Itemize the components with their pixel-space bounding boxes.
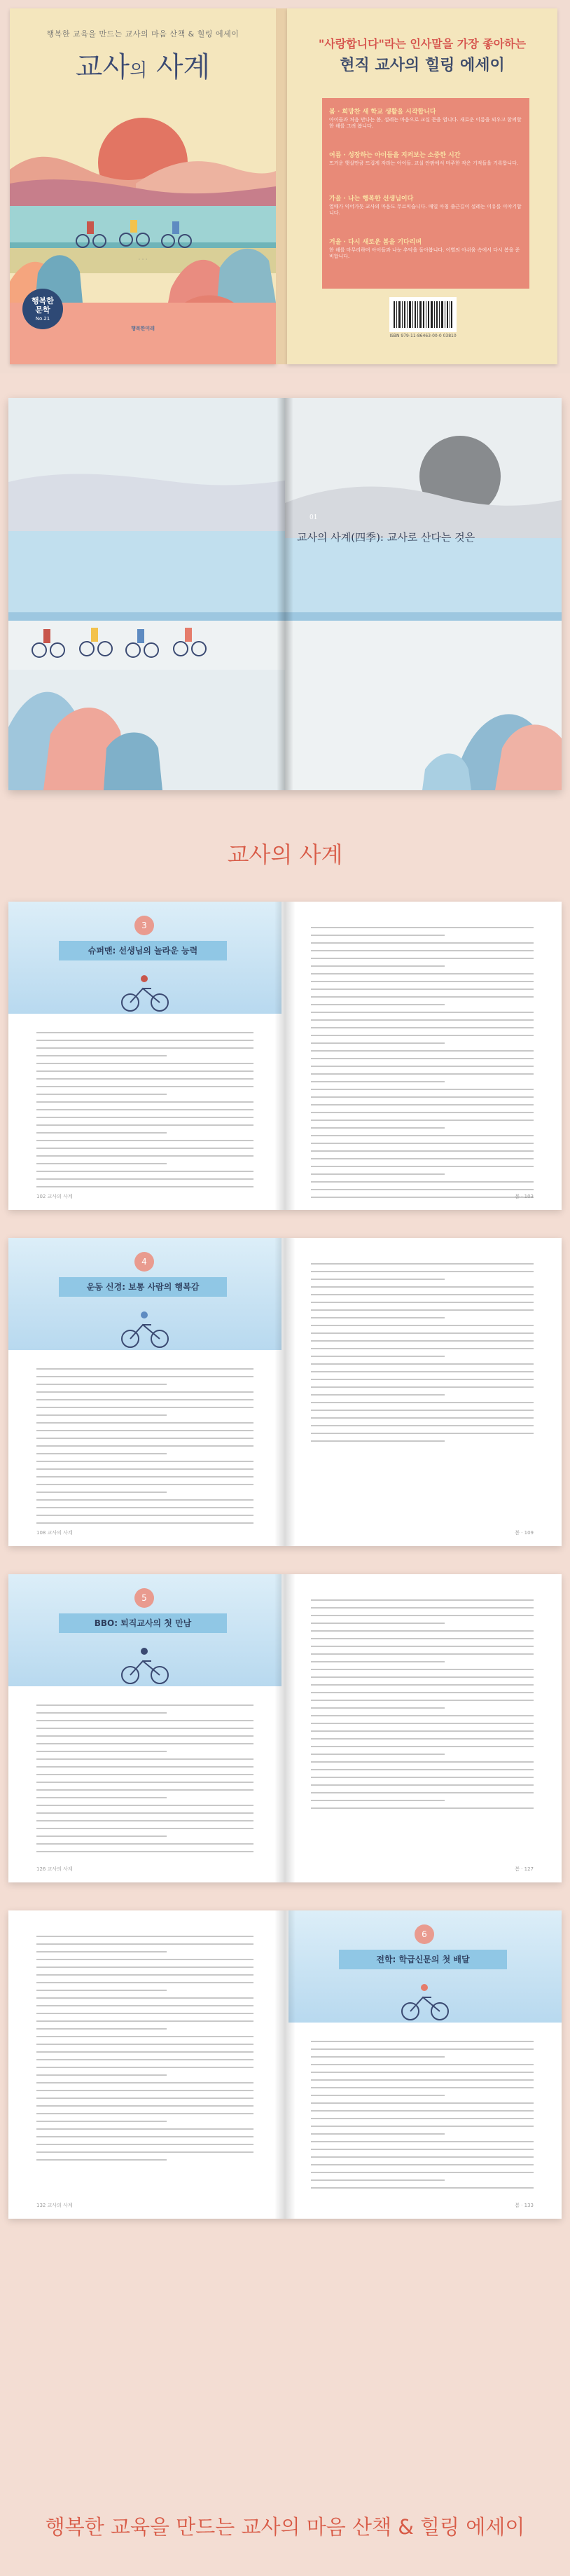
series-tagline: 행복한 교육을 만드는 교사의 마음 산책 & 힐링 에세이 bbox=[46, 29, 239, 39]
badge-line1: 행복한 bbox=[32, 296, 54, 305]
chapter-header bbox=[8, 902, 281, 1014]
back-subtitle: 현직 교사의 힐링 에세이 bbox=[340, 57, 505, 74]
back-quote: "사랑합니다"라는 인사말을 가장 좋아하는 bbox=[318, 37, 527, 50]
book-spine bbox=[276, 8, 287, 364]
page-footer-right: 봄 · 103 bbox=[515, 1194, 534, 1199]
barcode bbox=[389, 297, 457, 332]
open-book-spread bbox=[8, 398, 562, 790]
book-cover-section bbox=[0, 0, 570, 373]
footer-tagline: 행복한 교육을 만드는 교사의 마음 산책 & 힐링 에세이 bbox=[45, 2515, 525, 2539]
authors-line: · · · bbox=[138, 256, 148, 263]
back-item bbox=[329, 106, 524, 130]
spread-left-illustration bbox=[8, 398, 285, 790]
page-fold-shadow bbox=[274, 1910, 296, 2219]
page-footer-right: 봄 · 133 bbox=[515, 2203, 534, 2208]
back-item-title: 여름 · 성장하는 아이들을 지켜보는 소중한 시간 bbox=[329, 152, 461, 159]
spread-right-illustration bbox=[285, 398, 562, 790]
bicycle-rider-icon bbox=[113, 972, 176, 1014]
badge-number: No.21 bbox=[35, 316, 50, 322]
page-spread bbox=[8, 902, 562, 1210]
spread-chapter-title bbox=[297, 514, 475, 544]
page-spread bbox=[8, 1910, 562, 2219]
back-item bbox=[329, 237, 524, 260]
back-item-title: 가을 · 나는 행복한 선생님이다 bbox=[329, 195, 414, 202]
page-footer-left: 126 교사의 사계 bbox=[36, 1866, 73, 1872]
page-fold-shadow bbox=[274, 1238, 296, 1546]
back-item bbox=[329, 150, 524, 167]
book-fold-shadow bbox=[277, 398, 293, 790]
chapter-title-bar: 슈퍼맨: 선생님의 놀라운 능력 bbox=[59, 941, 227, 960]
title-particle: 의 bbox=[130, 60, 148, 81]
front-cover bbox=[10, 8, 276, 364]
page-footer-left: 102 교사의 사계 bbox=[36, 1194, 73, 1199]
back-item bbox=[329, 193, 524, 216]
bicycle-rider-icon bbox=[394, 1981, 457, 2023]
body-text-left bbox=[36, 1704, 253, 1859]
chapter-title-bar: 전학: 학급신문의 첫 배달 bbox=[339, 1950, 507, 1969]
badge-line2: 문학 bbox=[35, 305, 50, 315]
page-spread bbox=[8, 1238, 562, 1546]
isbn: ISBN 979-11-86463-00-0 03810 bbox=[389, 333, 457, 338]
chapter-header bbox=[289, 1910, 562, 2023]
chapter-header bbox=[8, 1574, 281, 1686]
body-text-right bbox=[311, 927, 534, 1204]
chapter-number: 6 bbox=[415, 1924, 434, 1944]
chapter-header bbox=[8, 1238, 281, 1350]
body-text-left bbox=[36, 1368, 253, 1530]
chapter-number: 5 bbox=[134, 1588, 154, 1608]
back-item-text: 뜨거운 햇살만큼 뜨겁게 자라는 아이들. 교실 안팎에서 마주한 작은 기적들을 기록합니다. bbox=[329, 160, 519, 166]
spread-title-text: 교사의 사계(四季): 교사로 산다는 것은 bbox=[297, 531, 475, 544]
page-spread bbox=[8, 1574, 562, 1882]
body-text-left bbox=[36, 1936, 253, 2167]
series-badge bbox=[22, 289, 63, 329]
back-cover bbox=[287, 8, 557, 364]
chapter-title-bar: 운동 신경: 보통 사람의 행복감 bbox=[59, 1277, 227, 1297]
book-title bbox=[10, 45, 276, 85]
chapter-number: 3 bbox=[134, 916, 154, 935]
page-footer-left: 108 교사의 사계 bbox=[36, 1530, 73, 1536]
section-heading: 교사의 사계 bbox=[227, 841, 343, 868]
back-item-text: 열매가 익어가듯 교사의 마음도 무르익습니다. 매일 아침 출근길이 설레는 이유를 이야기합니다. bbox=[329, 204, 522, 216]
back-item-title: 겨울 · 다시 새로운 봄을 기다리며 bbox=[329, 239, 422, 246]
page-footer-left: 132 교사의 사계 bbox=[36, 2203, 73, 2208]
body-text-right bbox=[311, 2041, 534, 2195]
chapter-number: 4 bbox=[134, 1252, 154, 1272]
title-end: 사계 bbox=[155, 51, 211, 83]
title-main: 교사 bbox=[75, 51, 130, 83]
body-text-left bbox=[36, 1032, 253, 1194]
back-item-text: 한 해를 마무리하며 아이들과 나눈 추억을 돌아봅니다. 이별의 아쉬움 속에서 다시 봄을 준비합니다. bbox=[329, 247, 520, 259]
back-item-title: 봄 · 희망찬 새 학교 생활을 시작합니다 bbox=[329, 109, 436, 116]
back-item-text: 아이들과 처음 만나는 봄, 설레는 마음으로 교실 문을 엽니다. 새로운 이름을 외우고 함께할 한 해를 그려 봅니다. bbox=[329, 117, 522, 129]
spread-chapter-label: 01 bbox=[310, 514, 318, 521]
page-footer-right: 봄 · 109 bbox=[515, 1530, 534, 1536]
bicycle-rider-icon bbox=[113, 1644, 176, 1686]
publisher-logo: 행복한미래 bbox=[131, 326, 155, 331]
chapter-title-bar: BBO: 퇴직교사의 첫 만남 bbox=[59, 1613, 227, 1633]
page-fold-shadow bbox=[274, 1574, 296, 1882]
page-footer-right: 봄 · 127 bbox=[515, 1866, 534, 1872]
bicycle-rider-icon bbox=[113, 1308, 176, 1350]
body-text-right bbox=[311, 1599, 534, 1815]
page-fold-shadow bbox=[274, 902, 296, 1210]
body-text-right bbox=[311, 1263, 534, 1448]
